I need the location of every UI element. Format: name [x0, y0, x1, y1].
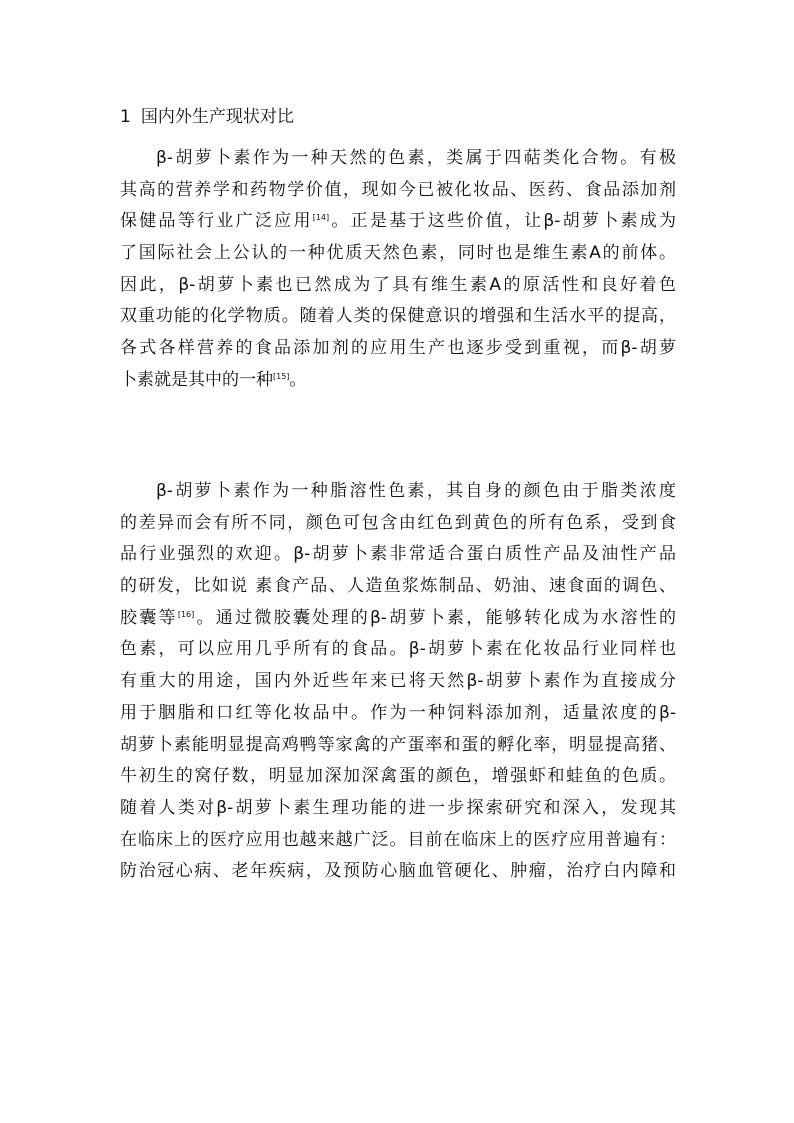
citation: [15]: [273, 371, 290, 381]
text-line: 了国际社会上公认的一种优质天然色素，同时也是维生素A的前体。: [120, 243, 676, 264]
text-line: 品行业强烈的欢迎。β-胡萝卜素非常适合蛋白质性产品及油性产品: [120, 544, 676, 565]
text-line: 其高的营养学和药物学价值，现如今已被化妆品、医药、食品添加剂: [120, 179, 676, 200]
section-number: 1: [120, 107, 131, 127]
text-line: 的研发，比如说 素食产品、人造鱼浆炼制品、奶油、速食面的调色、: [120, 576, 676, 597]
text-line: 有重大的用途，国内外近些年来已将天然β-胡萝卜素作为直接成分: [120, 671, 676, 692]
section-heading: [120, 102, 294, 132]
text-line: 卜素就是其中的一种[15]。: [120, 369, 307, 390]
text-line: 双重功能的化学物质。随着人类的保健意识的增强和生活水平的提高，: [120, 306, 676, 327]
text-line: 各式各样营养的食品添加剂的应用生产也逐步受到重视，而β-胡萝: [120, 338, 676, 359]
text-line: 的差异而会有所不同，颜色可包含由红色到黄色的所有色系，受到食: [120, 512, 676, 533]
text-line: 保健品等行业广泛应用[14]。正是基于这些价值，让β-胡萝卜素成为: [120, 211, 676, 232]
text-line: 胡萝卜素能明显提高鸡鸭等家禽的产蛋率和蛋的孵化率，明显提高猪、: [120, 734, 676, 755]
text-line: 防治冠心病、老年疾病，及预防心脑血管硬化、肿瘤，治疗白内障和: [120, 861, 676, 882]
text-line: 用于胭脂和口红等化妆品中。作为一种饲料添加剂，适量浓度的β-: [120, 702, 676, 723]
text-line: 胶囊等[16]。通过微胶囊处理的β-胡萝卜素，能够转化成为水溶性的: [120, 607, 676, 628]
text-line: 牛初生的窝仔数，明显加深加深禽蛋的颜色，增强虾和蛙鱼的色质。: [120, 766, 676, 787]
text-line: 色素，可以应用几乎所有的食品。β-胡萝卜素在化妆品行业同样也: [120, 639, 676, 660]
text-line: β-胡萝卜素作为一种天然的色素，类属于四萜类化合物。有极: [156, 148, 676, 168]
paragraph-2: [120, 476, 676, 888]
citation: [14]: [312, 213, 330, 223]
text-line: β-胡萝卜素作为一种脂溶性色素，其自身的颜色由于脂类浓度: [156, 481, 676, 501]
text-line: 在临床上的医疗应用也越来越广泛。目前在临床上的医疗应用普遍有：: [120, 829, 676, 850]
paragraph-1: [120, 143, 676, 397]
citation: [16]: [177, 609, 195, 619]
text-line: 因此，β-胡萝卜素也已然成为了具有维生素A的原活性和良好着色: [120, 274, 676, 295]
section-title: 国内外生产现状对比: [140, 107, 294, 127]
text-line: 随着人类对β-胡萝卜素生理功能的进一步探索研究和深入，发现其: [120, 797, 676, 818]
